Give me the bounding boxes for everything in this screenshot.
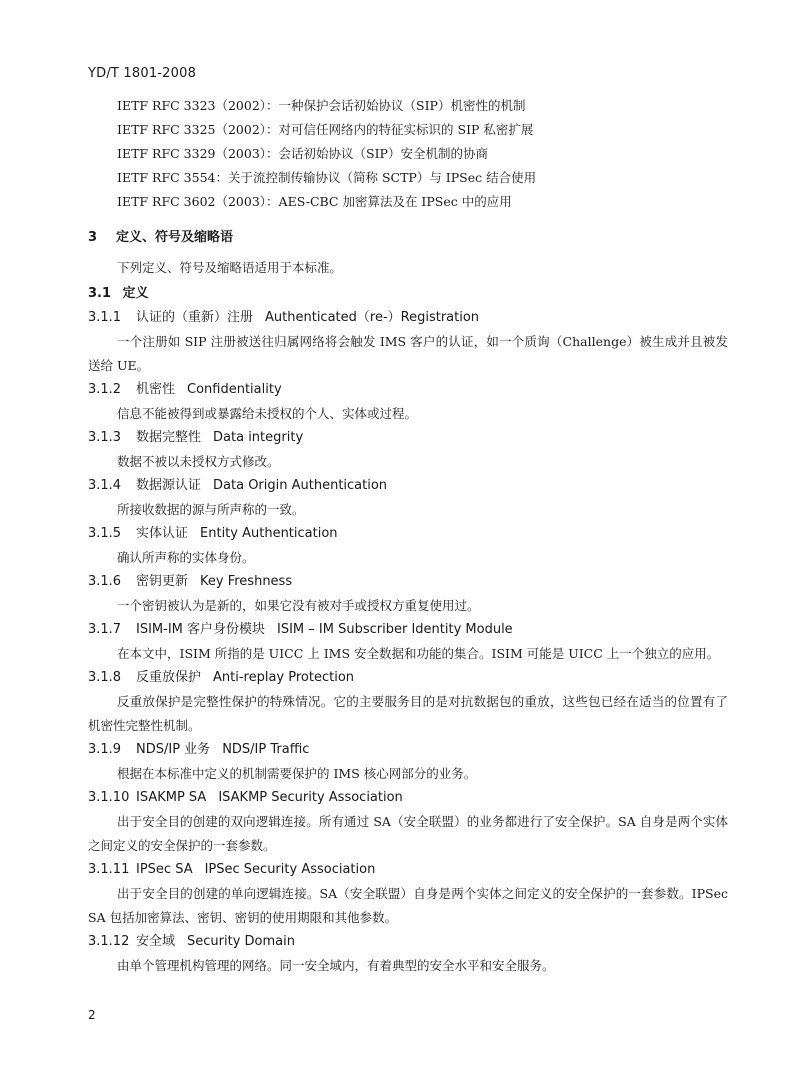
term-chinese: 反重放保护 <box>136 670 202 685</box>
term-english: Data Origin Authentication <box>213 478 388 493</box>
definition-text: 数据不被以未授权方式修改。 <box>117 454 280 469</box>
term-number: 3.1.8 <box>88 670 122 685</box>
section-number: 3 <box>88 230 98 245</box>
term-english: Data integrity <box>213 430 304 445</box>
term-number: 3.1.6 <box>88 574 122 589</box>
definition-text: 出于安全目的创建的双向逻辑连接。所有通过 SA（安全联盟）的业务都进行了安全保护。SA 自身是两个实体之间定义的安全保护的一套参数。 <box>88 814 728 853</box>
definition-item <box>88 570 728 618</box>
subsection-title: 定义 <box>122 286 149 301</box>
definition-list <box>88 306 728 978</box>
term-chinese: 数据源认证 <box>136 478 202 493</box>
definition-text: 在本文中，ISIM 所指的是 UICC 上 IMS 安全数据和功能的集合。ISIM 可能是 UICC 上一个独立的应用。 <box>117 646 720 661</box>
term-heading <box>88 930 728 954</box>
reference-item: IETF RFC 3323（2002）：一种保护会话初始协议（SIP）机密性的机制 <box>117 98 526 113</box>
reference-item: IETF RFC 3329（2003）：会话初始协议（SIP）安全机制的协商 <box>117 146 488 161</box>
definition-item <box>88 474 728 522</box>
reference-item: IETF RFC 3325（2002）：对可信任网络内的特征实标识的 SIP 私密扩展 <box>117 122 534 137</box>
term-heading <box>88 306 728 330</box>
definition-text: 信息不能被得到或暴露给未授权的个人、实体或过程。 <box>117 406 418 421</box>
term-number: 3.1.3 <box>88 430 122 445</box>
reference-item: IETF RFC 3602（2003）：AES-CBC 加密算法及在 IPSec 中的应用 <box>117 194 512 209</box>
document-id: YD/T 1801-2008 <box>88 66 197 81</box>
term-chinese: NDS/IP 业务 <box>136 742 211 757</box>
term-chinese: 安全域 <box>136 934 176 949</box>
section-intro: 下列定义、符号及缩略语适用于本标准。 <box>117 260 343 275</box>
term-heading <box>88 858 728 882</box>
term-chinese: ISAKMP SA <box>136 790 207 805</box>
term-chinese: 数据完整性 <box>136 430 202 445</box>
definition-item <box>88 858 728 930</box>
definition-text: 反重放保护是完整性保护的特殊情况。它的主要服务目的是对抗数据包的重放，这些包已经在适当的位置有了机密性完整性机制。 <box>88 694 728 733</box>
term-english: ISIM – IM Subscriber Identity Module <box>277 622 513 637</box>
term-heading <box>88 474 728 498</box>
reference-item: IETF RFC 3554：关于流控制传输协议（简称 SCTP）与 IPSec 结合使用 <box>117 170 537 185</box>
term-chinese: 机密性 <box>136 382 176 397</box>
definition-item <box>88 786 728 858</box>
definition-text: 根据在本标准中定义的机制需要保护的 IMS 核心网部分的业务。 <box>117 766 477 781</box>
term-number: 3.1.5 <box>88 526 122 541</box>
definition-text: 一个注册如 SIP 注册被送往归属网络将会触发 IMS 客户的认证，如一个质询（Challenge）被生成并且被发送给 UE。 <box>88 334 728 373</box>
reference-list <box>117 94 536 214</box>
term-english: NDS/IP Traffic <box>222 742 310 757</box>
term-english: Authenticated（re-）Registration <box>265 310 480 325</box>
term-number: 3.1.1 <box>88 310 122 325</box>
term-heading <box>88 378 728 402</box>
term-chinese: IPSec SA <box>136 862 193 877</box>
term-number: 3.1.7 <box>88 622 122 637</box>
definition-item <box>88 522 728 570</box>
term-chinese: 实体认证 <box>136 526 189 541</box>
subsection-heading <box>88 282 149 301</box>
term-heading <box>88 426 728 450</box>
definition-item <box>88 306 728 378</box>
term-chinese: ISIM-IM 客户身份模块 <box>136 622 266 637</box>
term-number: 3.1.10 <box>88 790 130 805</box>
page-number: 2 <box>88 1008 96 1022</box>
term-english: Confidentiality <box>187 382 282 397</box>
term-heading <box>88 618 728 642</box>
section-heading <box>88 226 233 245</box>
term-english: Key Freshness <box>200 574 293 589</box>
definition-text: 由单个管理机构管理的网络。同一安全域内，有着典型的安全水平和安全服务。 <box>117 958 555 973</box>
subsection-number: 3.1 <box>88 286 112 301</box>
term-english: ISAKMP Security Association <box>218 790 403 805</box>
definition-text: 确认所声称的实体身份。 <box>117 550 255 565</box>
term-heading <box>88 522 728 546</box>
term-heading <box>88 570 728 594</box>
term-heading <box>88 786 728 810</box>
definition-text: 出于安全目的创建的单向逻辑连接。SA（安全联盟）自身是两个实体之间定义的安全保护的一套参数。IPSec SA 包括加密算法、密钥、密钥的使用期限和其他参数。 <box>88 886 728 925</box>
term-english: Anti-replay Protection <box>213 670 355 685</box>
section-title: 定义、符号及缩略语 <box>116 230 234 245</box>
term-number: 3.1.12 <box>88 934 130 949</box>
term-english: Entity Authentication <box>200 526 338 541</box>
term-number: 3.1.11 <box>88 862 130 877</box>
term-heading <box>88 738 728 762</box>
definition-item <box>88 378 728 426</box>
definition-item <box>88 426 728 474</box>
term-number: 3.1.2 <box>88 382 122 397</box>
term-number: 3.1.4 <box>88 478 122 493</box>
definition-item <box>88 738 728 786</box>
definition-item <box>88 618 728 666</box>
definition-text: 所接收数据的源与所声称的一致。 <box>117 502 305 517</box>
term-english: Security Domain <box>187 934 295 949</box>
term-english: IPSec Security Association <box>204 862 376 877</box>
term-chinese: 密钥更新 <box>136 574 189 589</box>
term-heading <box>88 666 728 690</box>
definition-item <box>88 666 728 738</box>
term-chinese: 认证的（重新）注册 <box>136 310 254 325</box>
term-number: 3.1.9 <box>88 742 122 757</box>
definition-text: 一个密钥被认为是新的，如果它没有被对手或授权方重复使用过。 <box>117 598 480 613</box>
definition-item <box>88 930 728 978</box>
